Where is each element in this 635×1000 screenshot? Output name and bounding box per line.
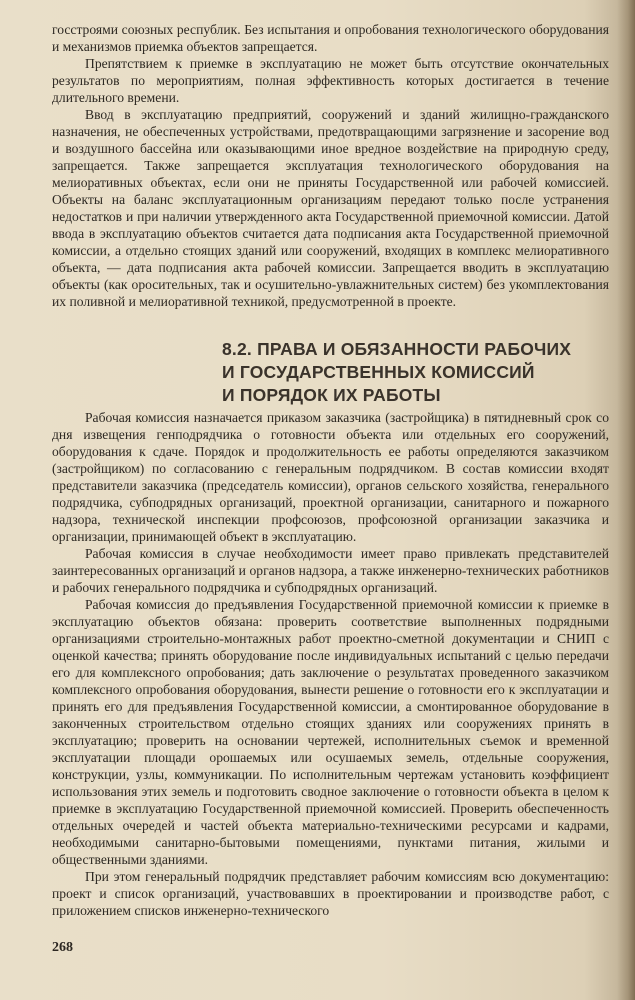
section-heading-line-1 bbox=[222, 338, 602, 361]
section-title-line-1: ПРАВА И ОБЯЗАННОСТИ РАБОЧИХ bbox=[257, 339, 572, 359]
paragraph-commission-duties: Рабочая комиссия до предъявления Государственной приемочной комиссии к приемке в эксплуатацию объектов обязана: проверить соответствие выполненных подрядными организациями строительно-монтажных работ проектно-сметной документации и СНИП с оценкой качества; принять оборудование после индивидуальных испытаний с целью передачи его для комплексного опробования; дать заключение о результатах проведенного заказчиком комплексного опробования оборудования, вынести решение о готовности его к эксплуатации и принять его для предъявления Государственной комиссии, а смонтированное оборудование в законченных строительством отдельно стоящих зданиях или сооружениях принять в эксплуатацию; проверить на основании чертежей, исполнительных съемок и временной эксплуатации площади орошаемых или осушаемых земель, отдельные сооружения, конструкции, узлы, коммуникации. По исполнительным чертежам установить коэффициент использования этих земель и подготовить сводное заключение о готовности объекта в целом к приемке в эксплуатацию Государственной приемочной комиссией. Проверить обеспеченность отдельных очередей и частей объекта материально-техническими ресурсами и кадрами, необходимыми санитарно-бытовыми помещениями, пунктами питания, жилыми и общественными зданиями. bbox=[52, 597, 609, 867]
section-number: 8.2. bbox=[222, 339, 252, 359]
paragraph-commissioning-rules: Ввод в эксплуатацию предприятий, сооружений и зданий жилищно-гражданского назначения, не обеспеченных устройствами, предотвращающими загрязнение и засорение вод и воздушного бассейна или оказывающими иное вредное воздействие на природную среду, запрещается. Также запрещается эксплуатация технологического оборудования на мелиоративных объектах, если они не приняты Государственной или рабочей комиссией. Объекты на баланс эксплуатационным организациям передают только после устранения недостатков и при наличии утвержденного акта Государственной приемочной комиссии. Датой ввода в эксплуатацию объектов считается дата подписания акта Государственной приемочной комиссии, а отдельно стоящих зданий или сооружений, входящих в комплекс мелиоративного объекта, — дата подписания акта рабочей комиссии. Запрещается вводить в эксплуатацию объекты (как оросительных, так и осушительно-увлажнительных систем) без укомплектования их поливной и мелиоративной техникой, предусмотренной в проекте. bbox=[52, 107, 609, 309]
paragraph-continuation: госстроями союзных республик. Без испытания и опробования технологического оборудования и механизмов приемка объектов запрещается. bbox=[52, 22, 609, 54]
paragraph-commission-rights: Рабочая комиссия в случае необходимости имеет право привлекать представителей заинтересованных организаций и органов надзора, а также инженерно-технических работников и рабочих генерального подрядчика и субподрядных организаций. bbox=[52, 546, 609, 595]
paragraph-working-commission-appointment: Рабочая комиссия назначается приказом заказчика (застройщика) в пятидневный срок со дня извещения генподрядчика о готовности объекта или отдельных его сооружений, оборудования к сдаче. Порядок и продолжительность ее работы определяются заказчиком (застройщиком) по согласованию с генеральным подрядчиком. В состав комиссии входят представители заказчика (председатель комиссии), органов сельского хозяйства, генерального подрядчика, субподрядных организаций, проектной организации, санитарного и пожарного надзора, технической инспекции профсоюзов, профсоюзной организации заказчика и организации, принимающей объект в эксплуатацию. bbox=[52, 410, 609, 544]
section-title-line-2: И ГОСУДАРСТВЕННЫХ КОМИССИЙ bbox=[222, 362, 535, 382]
paragraph-contractor-documentation: При этом генеральный подрядчик представляет рабочим комиссиям всю документацию: проект и список организаций, участвовавших в проектировании и производстве работ, с приложением списков инженерно-технического bbox=[52, 869, 609, 918]
paragraph-acceptance-obstacle: Препятствием к приемке в эксплуатацию не может быть отсутствие окончательных результатов по мероприятиям, полная эффективность которых достигается в течение длительного времени. bbox=[52, 56, 609, 105]
section-heading bbox=[222, 338, 602, 407]
section-title-line-3: И ПОРЯДОК ИХ РАБОТЫ bbox=[222, 385, 441, 405]
top-text-block bbox=[52, 21, 609, 310]
page-number: 268 bbox=[52, 940, 73, 955]
bottom-text-block bbox=[52, 409, 609, 919]
page-edge-shadow bbox=[617, 0, 635, 1000]
